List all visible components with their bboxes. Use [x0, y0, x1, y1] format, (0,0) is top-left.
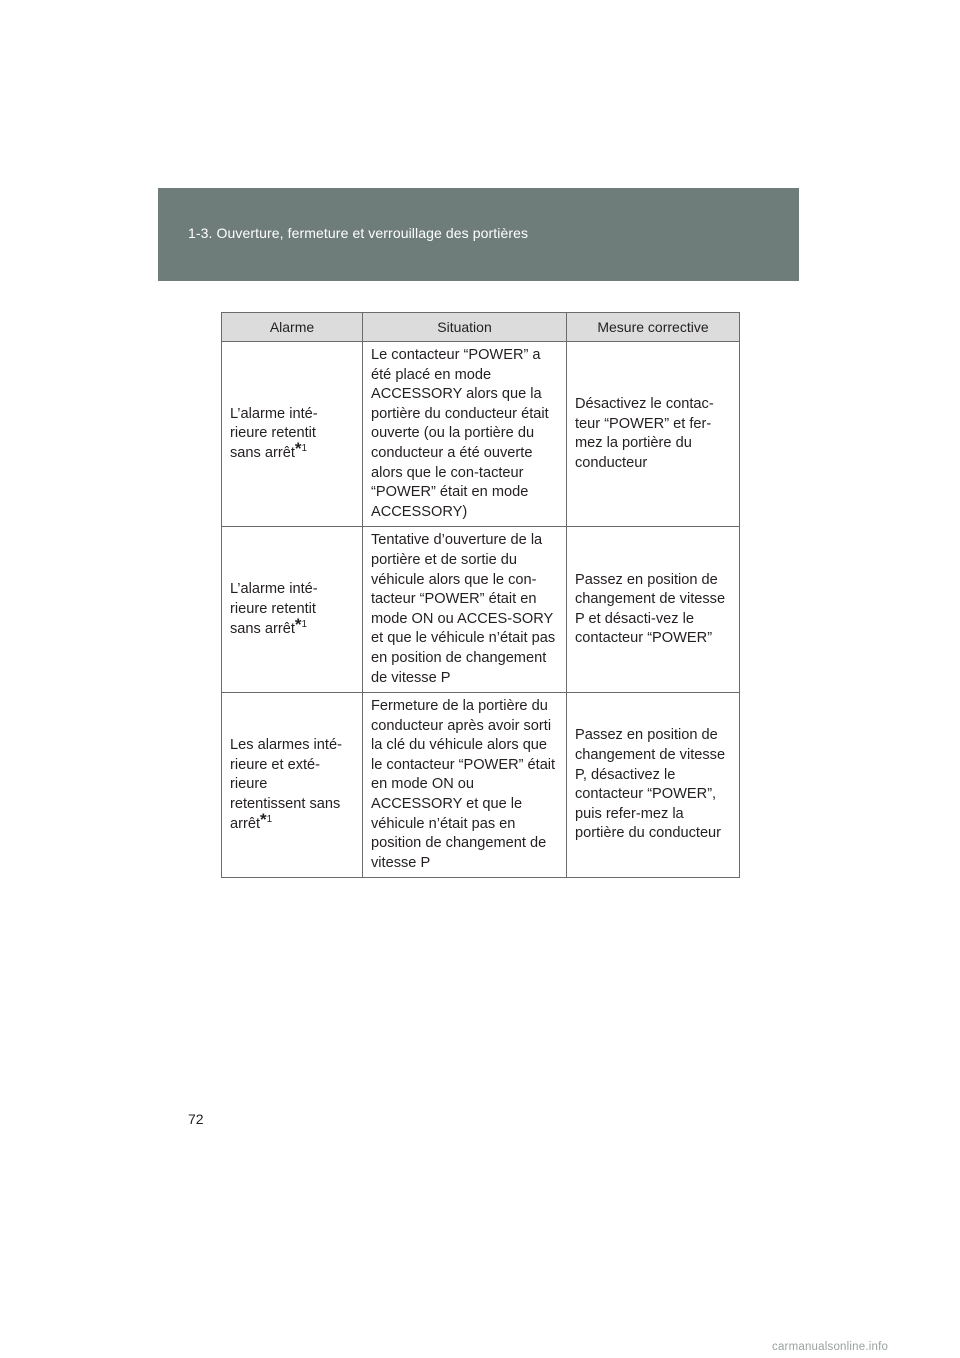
page-number: 72	[188, 1111, 204, 1127]
note-marker: *1	[294, 614, 308, 634]
alarm-text: Les alarmes inté- rieure et exté- rieure retentissent sans arrêt	[230, 737, 342, 832]
watermark: carmanualsonline.info	[772, 1341, 889, 1353]
header-corrective-action: Mesure corrective	[567, 313, 740, 342]
chapter-title: 1-3. Ouverture, fermeture et verrouillage des portières	[188, 225, 529, 241]
header-situation: Situation	[363, 313, 567, 342]
alarm-text: L’alarme inté- rieure retentit sans arrêt	[230, 405, 318, 461]
table-row	[222, 342, 740, 527]
action-cell: Désactivez le contac-teur “POWER” et fer-mez la portière du conducteur	[567, 342, 740, 527]
situation-cell: Tentative d’ouverture de la portière et de sortie du véhicule alors que le con-tacteur “POWER” était en mode ON ou ACCES-SORY et que le véhicule n’était pas en position de changement de vitesse P	[363, 527, 567, 693]
situation-cell: Fermeture de la portière du conducteur après avoir sorti la clé du véhicule alors que le contacteur “POWER” était en mode ON ou ACCESSORY et que le véhicule n’était pas en position de changement de vitesse P	[363, 693, 567, 878]
situation-cell: Le contacteur “POWER” a été placé en mode ACCESSORY alors que la portière du conducteur était ouverte (ou la portière du conducteur a été ouverte alors que le con-tacteur “POWER” était en mode ACCESSORY)	[363, 342, 567, 527]
alarm-cell	[222, 527, 363, 693]
note-marker: *1	[294, 439, 308, 459]
alarm-cell	[222, 342, 363, 527]
table-header-row	[222, 313, 740, 342]
note-marker: *1	[260, 809, 273, 829]
chapter-header-band	[158, 188, 799, 281]
header-alarm: Alarme	[222, 313, 363, 342]
action-cell: Passez en position de changement de vitesse P et désacti-vez le contacteur “POWER”	[567, 527, 740, 693]
table-row	[222, 693, 740, 878]
alarm-cell	[222, 693, 363, 878]
action-cell: Passez en position de changement de vitesse P, désactivez le contacteur “POWER”, puis refer-mez la portière du conducteur	[567, 693, 740, 878]
alarm-table	[221, 312, 740, 878]
table-row	[222, 527, 740, 693]
alarm-text: L’alarme inté- rieure retentit sans arrêt	[230, 581, 318, 637]
